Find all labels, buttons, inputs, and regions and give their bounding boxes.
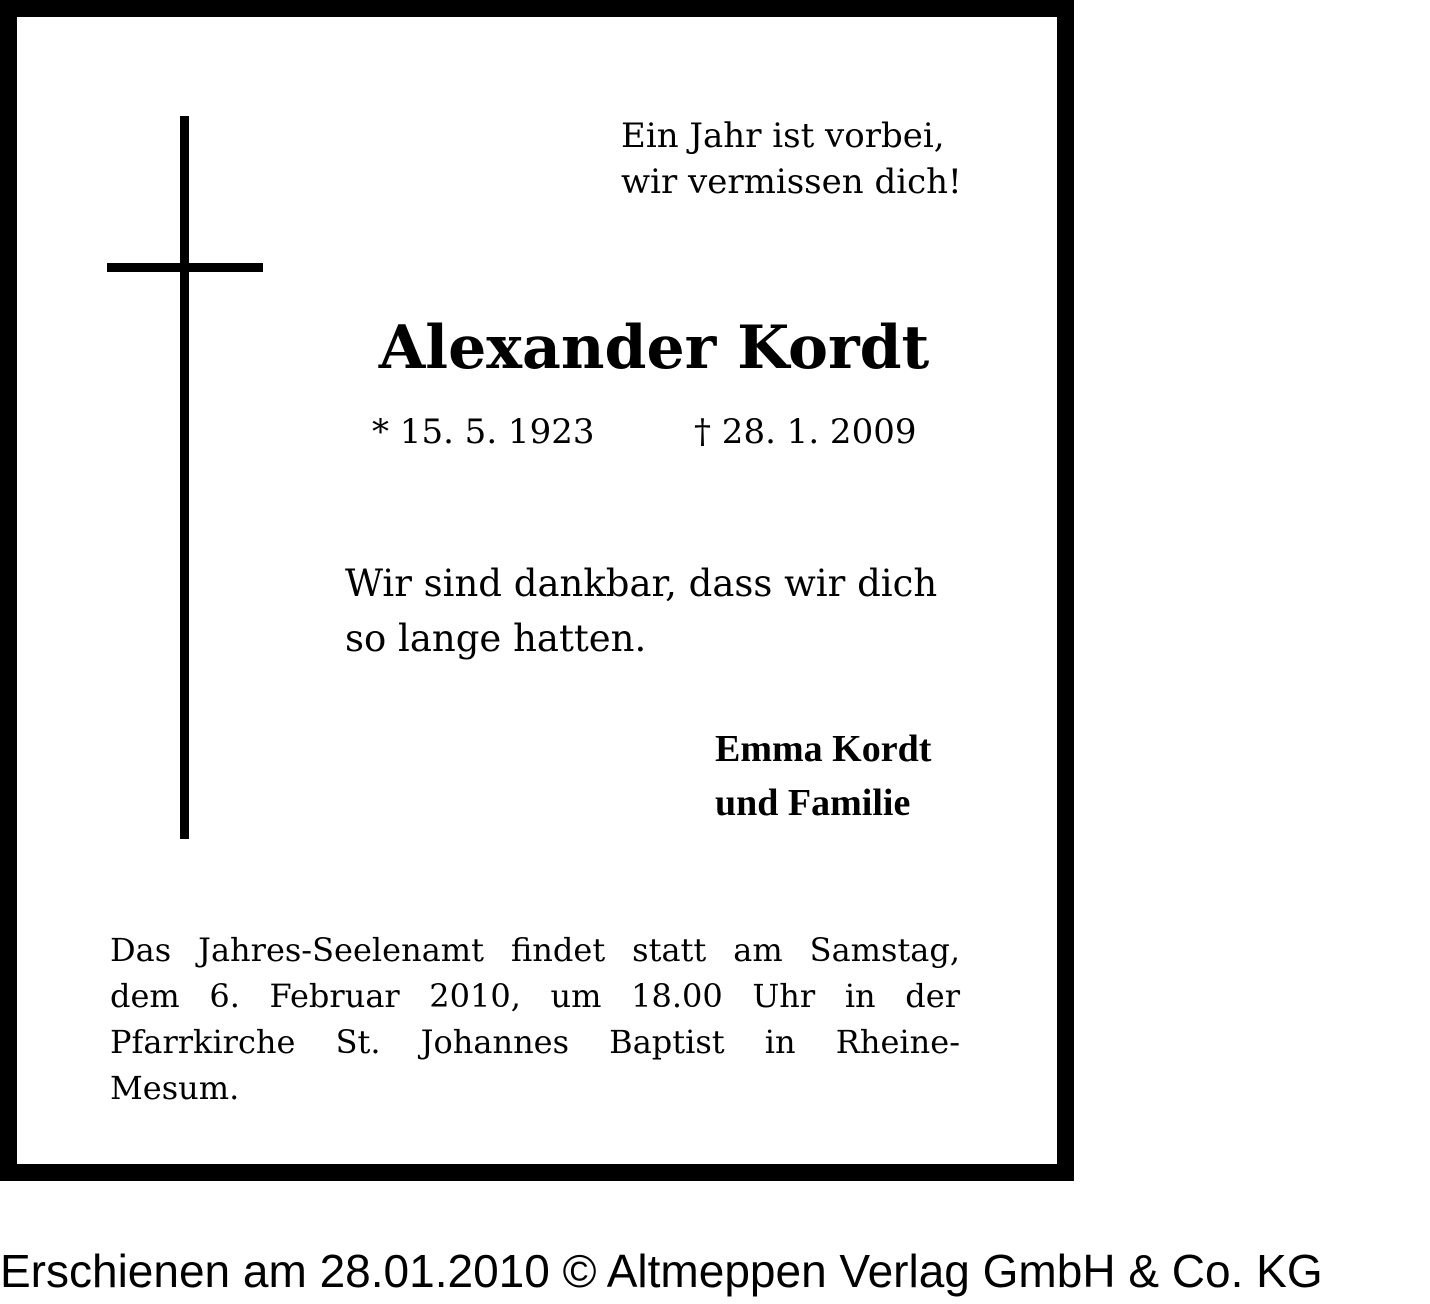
gratitude-line-1: Wir sind dankbar, dass wir dich [345,562,938,605]
signature-line-1: Emma Kordt [715,728,932,770]
motto-line-2: wir vermissen dich! [621,162,962,202]
gratitude-message [345,556,937,666]
death-date: † 28. 1. 2009 [694,412,917,452]
memorial-service-notice: Das Jahres-Seelenamt findet statt am Samstag, dem 6. Februar 2010, um 18.00 Uhr in der Pfarrkirche St. Johannes Baptist in Rheine-Mesum. [110,931,960,1107]
motto-line-1: Ein Jahr ist vorbei, [621,116,945,156]
motto [621,113,962,205]
cross-icon-horizontal-bar [107,263,263,272]
publication-footer: Erschienen am 28.01.2010 © Altmeppen Verlag GmbH & Co. KG [0,1245,1323,1297]
cross-icon-vertical-bar [180,116,189,839]
signature-line-2: und Familie [715,782,911,824]
gratitude-line-2: so lange hatten. [345,617,647,660]
birth-date: * 15. 5. 1923 [372,412,595,452]
deceased-name: Alexander Kordt [378,313,930,383]
signature [715,722,931,830]
